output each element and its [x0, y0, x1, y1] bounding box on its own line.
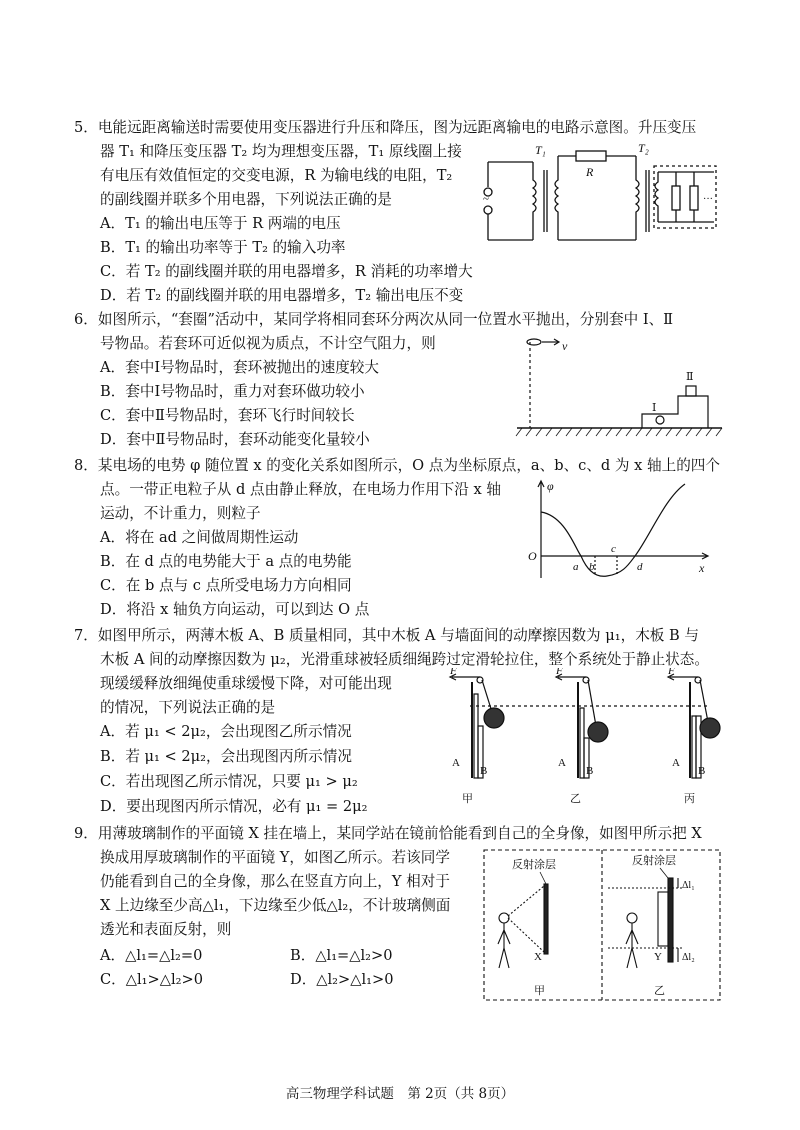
q8-x-label: x: [699, 561, 705, 575]
q9-coating-label-yi: 反射涂层: [632, 855, 676, 867]
q8-option-d: D．将沿 x 轴负方向运动，可以到达 O 点: [100, 601, 370, 618]
q5-option-c: C．若 T₂ 的副线圈并联的用电器增多，R 消耗的功率增大: [100, 263, 473, 280]
q5-circuit-diagram: [478, 142, 718, 252]
q6-stem-line-2: 号物品。若套环可近似视为质点，不计空气阻力，则: [100, 335, 436, 352]
q7-board-a-label-yi: A: [558, 757, 566, 769]
q7-panel-yi: [555, 668, 608, 805]
q7-option-d: D．要出现图丙所示情况，必有 μ₁ = 2μ₂: [100, 798, 368, 815]
q9-panel-yi: [608, 853, 695, 997]
q9-option-d: D．△l₂>△l₁>0: [290, 971, 394, 988]
q6-item-2-label: Ⅱ: [686, 371, 694, 383]
q7-stem-line-2: 木板 A 间的动摩擦因数为 μ₂，光滑重球被轻质细绳跨过定滑轮拉住，整个系统处于静止状态。: [100, 651, 709, 668]
q5-t1-label: T₁: [535, 143, 546, 157]
q8-option-c: C．在 b 点与 c 点所受电场力方向相同: [100, 577, 352, 594]
q7-board-b-label-yi: B: [586, 765, 594, 777]
q9-stem-line-2: 换成用厚玻璃制作的平面镜 Y，如图乙所示。若该同学: [100, 849, 450, 866]
q7-force-label-yi: F: [556, 668, 563, 677]
q6-velocity-label: v: [562, 339, 568, 353]
q7-stem-line-3: 现缓缓释放细绳使重球缓慢下降，对可能出现: [100, 675, 392, 692]
q5-resistor-label: R: [586, 165, 594, 179]
q5-option-b: B．T₁ 的输出功率等于 T₂ 的输入功率: [100, 239, 346, 256]
q8-potential-graph: [525, 478, 715, 588]
q8-stem-line-2: 点。一带正电粒子从 d 点由静止释放，在电场力作用下沿 x 轴: [100, 481, 501, 498]
q7-stem-line-4: 的情况，下列说法正确的是: [100, 699, 276, 716]
q9-stem-line-5: 透光和表面反射，则: [100, 921, 232, 938]
q8-point-c: c: [611, 543, 616, 555]
q9-label-jia: 甲: [534, 985, 545, 997]
q9-option-c: C．△l₁>△l₂>0: [100, 971, 203, 988]
q9-stem-line-4: X 上边缘至少高△l₁，下边缘至少低△l₂，不计玻璃侧面: [100, 897, 451, 914]
q7-label-jia: 甲: [462, 793, 473, 805]
q9-mirror-y-label: Y: [654, 951, 662, 963]
q7-option-a: A．若 μ₁ < 2μ₂，会出现图乙所示情况: [100, 723, 352, 740]
q8-potential-curve: [541, 484, 685, 576]
q5-option-a: A．T₁ 的输出电压等于 R 两端的电压: [100, 215, 341, 232]
q8-option-a: A．将在 ad 之间做周期性运动: [100, 529, 299, 546]
q7-label-yi: 乙: [570, 793, 581, 805]
q7-stem-line-1: 7．如图甲所示，两薄木板 A、B 质量相同，其中木板 A 与墙面间的动摩擦因数为 μ₁，木板 B 与: [74, 627, 699, 644]
q8-point-b: b: [589, 561, 595, 573]
q7-panel-bing: [667, 668, 720, 805]
q8-origin-label: O: [528, 549, 537, 563]
q9-stem-line-3: 仍能看到自己的全身像，那么在竖直方向上，Y 相对于: [100, 873, 450, 890]
q7-force-label-bing: F: [668, 668, 675, 677]
q8-stem-line-1: 8．某电场的电势 φ 随位置 x 的变化关系如图所示，O 点为坐标原点，a、b、c、d 为 x 轴上的四个: [74, 457, 720, 474]
q8-option-b: B．在 d 点的电势能大于 a 点的电势能: [100, 553, 352, 570]
q6-item-1: [656, 416, 664, 424]
q7-boards-figure: [440, 668, 730, 808]
q9-delta-l2-label: Δl₂: [682, 952, 695, 963]
page-footer: 高三物理学科试题 第 2页（共 8页）: [285, 1086, 515, 1102]
q9-mirror-x: [544, 884, 548, 954]
q9-panel-jia: [498, 857, 556, 997]
q6-item-2: [686, 386, 696, 396]
q8-point-d: d: [637, 561, 643, 573]
q9-mirror-y: [668, 878, 673, 962]
q7-board-b-label: B: [480, 765, 488, 777]
q9-mirror-figure: [482, 848, 722, 1003]
q9-mirror-y-glass: [658, 892, 668, 946]
q6-stem-line-1: 6．如图所示，“套圈”活动中，某同学将相同套环分两次从同一位置水平抛出，分别套中 Ⅰ、Ⅱ: [74, 311, 674, 328]
q8-point-a: a: [573, 561, 579, 573]
q9-label-yi: 乙: [654, 985, 665, 997]
q5-source-symbol: ~: [483, 193, 489, 205]
q8-stem-line-3: 运动，不计重力，则粒子: [100, 505, 261, 522]
q9-delta-l1-label: Δl₁: [682, 880, 695, 891]
q5-t2-label: T₂: [638, 142, 649, 155]
q6-option-c: C．套中Ⅱ号物品时，套环飞行时间较长: [100, 407, 355, 424]
q6-ring-toss-figure: [512, 334, 727, 444]
q5-stem-line-4: 的副线圈并联多个用电器，下列说法正确的是: [100, 191, 392, 208]
q9-option-a: A．△l₁=△l₂=0: [100, 947, 203, 964]
q9-stem-line-1: 9．用薄玻璃制作的平面镜 X 挂在墙上，某同学站在镜前恰能看到自己的全身像，如图甲所示把 X: [74, 825, 702, 842]
q5-stem-line-3: 有电压有效值恒定的交变电源，R 为输电线的电阻，T₂: [100, 167, 453, 184]
q7-option-b: B．若 μ₁ < 2μ₂，会出现图丙所示情况: [100, 748, 352, 765]
q9-mirror-x-label: X: [534, 951, 542, 963]
q7-board-a-label-bing: A: [672, 757, 680, 769]
q7-panel-jia: [449, 668, 504, 805]
q7-label-bing: 丙: [684, 793, 695, 805]
q7-force-label-jia: F: [450, 668, 457, 677]
q6-item-1-label: Ⅰ: [652, 402, 657, 414]
q7-board-b-label-bing: B: [698, 765, 706, 777]
q7-board-a-label: A: [452, 757, 460, 769]
q6-ring: [527, 339, 541, 345]
q9-option-b: B．△l₁=△l₂>0: [290, 947, 393, 964]
q5-stem-line-2: 器 T₁ 和降压变压器 T₂ 均为理想变压器，T₁ 原线圈上接: [100, 143, 462, 160]
q5-option-d: D．若 T₂ 的副线圈并联的用电器增多，T₂ 输出电压不变: [100, 287, 464, 304]
q6-option-a: A．套中Ⅰ号物品时，套环被抛出的速度较大: [100, 359, 379, 376]
q5-more-loads: ···: [703, 194, 713, 205]
q6-option-d: D．套中Ⅱ号物品时，套环动能变化量较小: [100, 431, 370, 448]
q5-stem-line-1: 5．电能远距离输送时需要使用变压器进行升压和降压，图为远距离输电的电路示意图。升压变压: [74, 119, 697, 136]
q9-coating-label-jia: 反射涂层: [512, 859, 556, 871]
q7-option-c: C．若出现图乙所示情况，只要 μ₁ > μ₂: [100, 773, 358, 790]
q6-option-b: B．套中Ⅰ号物品时，重力对套环做功较小: [100, 383, 365, 400]
q8-phi-label: φ: [547, 479, 554, 493]
